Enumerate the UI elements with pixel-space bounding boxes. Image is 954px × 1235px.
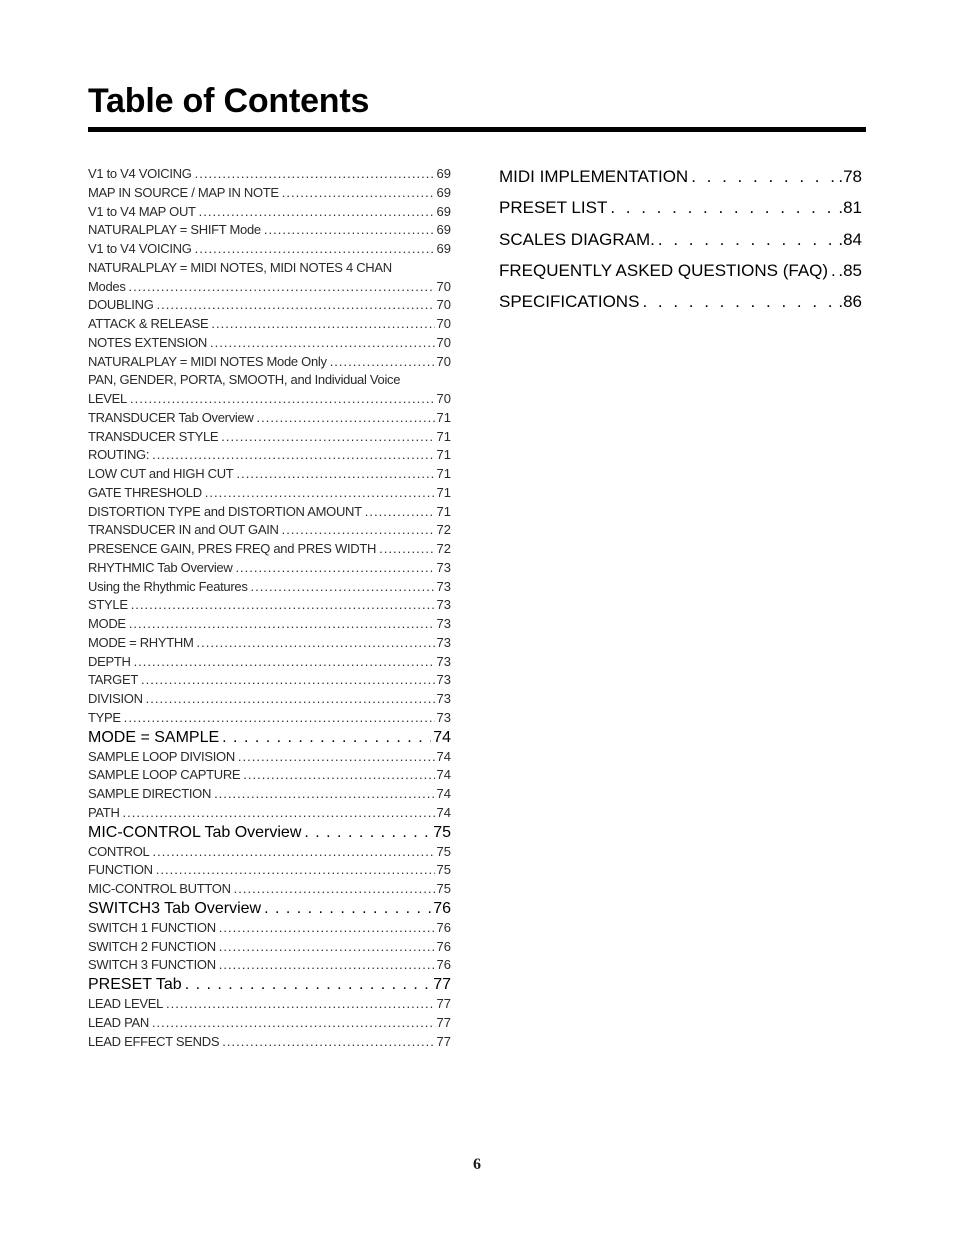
toc-entry-page: 70 [436,353,451,369]
toc-entry[interactable] [88,1033,451,1052]
toc-entry-page: 76 [436,919,451,935]
toc-entry[interactable] [88,938,451,957]
toc-entry-label: TRANSDUCER Tab Overview [88,409,254,425]
dot-leader [235,559,434,578]
toc-entry-page: 75 [433,823,451,841]
dot-leader [214,785,434,804]
toc-entry-page: 73 [436,578,451,594]
toc-entry[interactable] [88,671,451,690]
toc-entry-page: 69 [436,166,451,181]
dot-leader [257,409,435,428]
toc-entry-label: TRANSDUCER IN and OUT GAIN [88,522,279,538]
toc-entry-label: ROUTING: [88,447,150,463]
toc-entry-page: 70 [436,297,451,313]
toc-entry-label: DEPTH [88,653,131,669]
toc-entry-page: 71 [436,503,451,519]
dot-leader [131,596,435,615]
toc-entry-label: MAP IN SOURCE / MAP IN NOTE [88,184,279,200]
toc-entry-page: 77 [436,996,451,1011]
toc-entry[interactable] [88,484,451,503]
toc-entry-label: MIC-CONTROL Tab Overview [88,823,302,841]
toc-entry-page: .78 [838,167,862,186]
toc-entry-page: 73 [436,634,451,650]
toc-entry[interactable] [88,1014,451,1033]
dot-leader [195,165,435,184]
dot-leader [195,240,435,259]
dot-leader [221,428,434,447]
toc-entry-label: LEAD LEVEL [88,996,164,1011]
toc-entry-page: 73 [436,709,451,725]
toc-entry-label: LEAD EFFECT SENDS [88,1033,220,1049]
toc-entry-label: RHYTHMIC Tab Overview [88,559,233,575]
toc-entry-page: 76 [436,938,451,954]
toc-entry-label: Using the Rhythmic Features [88,578,248,594]
dot-leader [222,728,431,748]
toc-chapter-entry[interactable] [499,255,862,286]
toc-entry-page: 74 [436,786,451,801]
dot-leader [243,766,434,785]
toc-chapter-entry[interactable] [499,286,862,317]
toc-entry-label: STYLE [88,597,128,613]
dot-leader [379,540,434,559]
toc-entry-page: 75 [436,881,451,896]
dot-leader [199,203,435,222]
toc-entry-page: 70 [436,278,451,294]
toc-entry[interactable] [88,296,451,315]
toc-entry[interactable] [88,278,451,297]
toc-entry[interactable] [88,390,451,409]
dot-leader [642,286,836,317]
dot-leader [251,578,435,597]
page-number: 6 [473,1156,481,1173]
toc-right-column [499,161,862,317]
dot-leader [610,192,836,223]
title-rule [88,127,866,132]
dot-leader [264,221,435,240]
dot-leader [205,484,435,503]
toc-entry[interactable] [88,861,451,880]
dot-leader [134,653,435,672]
toc-entry-label: DIVISION [88,691,143,706]
toc-entry-label: PRESET LIST [499,198,608,218]
toc-entry[interactable] [88,203,451,222]
dot-leader [238,748,435,767]
dot-leader [124,709,435,728]
dot-leader [658,224,836,255]
toc-entry-page: 75 [436,843,451,859]
dot-leader [123,804,435,823]
toc-entry[interactable] [88,843,451,862]
toc-entry[interactable] [88,578,451,597]
toc-entry-page: .86 [838,292,862,312]
toc-entry-page: 74 [436,804,451,820]
dot-leader [222,1033,434,1052]
dot-leader [282,184,435,203]
toc-entry-label: Modes [88,278,126,294]
dot-leader [304,823,431,843]
toc-entry-page: 69 [436,222,451,238]
toc-entry[interactable] [88,503,451,522]
toc-entry-page: .84 [838,229,862,249]
toc-entry-page: 74 [433,728,451,746]
toc-entry-page: 73 [436,672,451,688]
toc-entry-label: NATURALPLAY = MIDI NOTES Mode Only [88,353,327,369]
toc-entry-page: 73 [436,559,451,575]
dot-leader [152,1014,435,1033]
toc-entry-label: ATTACK & RELEASE [88,316,209,331]
toc-entry-label: FUNCTION [88,862,153,878]
toc-entry-label: LEVEL [88,391,127,406]
toc-entry[interactable] [88,409,451,428]
toc-chapter-entry[interactable] [499,161,862,192]
page-title: Table of Contents [88,82,370,120]
toc-entry-label: DOUBLING [88,297,154,313]
toc-entry-page: 74 [436,748,451,764]
toc-entry-page: 76 [436,957,451,973]
toc-section-entry[interactable] [88,823,451,843]
dot-leader [166,995,434,1014]
toc-entry-page: 69 [436,241,451,256]
toc-entry-label: SWITCH 1 FUNCTION [88,919,216,935]
toc-entry[interactable] [88,634,451,653]
dot-leader [156,861,435,880]
toc-entry-label: PATH [88,804,120,820]
toc-entry[interactable] [88,540,451,559]
toc-entry-page: 73 [436,616,451,631]
toc-entry[interactable] [88,559,451,578]
toc-entry[interactable] [88,184,451,203]
toc-entry-label: NATURALPLAY = SHIFT Mode [88,222,261,238]
toc-entry-label: PRESET Tab [88,976,182,993]
toc-entry-label: SWITCH3 Tab Overview [88,899,262,917]
toc-entry-continued[interactable]: PAN, GENDER, PORTA, SMOOTH, and Individual Voice [88,372,401,388]
toc-entry-page: 77 [433,976,451,993]
toc-entry[interactable] [88,221,451,240]
toc-entry-label: LOW CUT and HIGH CUT [88,466,234,481]
toc-entry-label: FREQUENTLY ASKED QUESTIONS (FAQ) [499,260,829,280]
dot-leader [831,255,836,286]
toc-entry-page: 76 [433,899,451,917]
dot-leader [185,975,432,995]
dot-leader [152,446,434,465]
toc-entry[interactable] [88,315,451,334]
toc-entry-label: V1 to V4 VOICING [88,241,192,256]
toc-entry-label: V1 to V4 VOICING [88,166,192,181]
toc-entry-page: 71 [436,409,451,425]
toc-entry-label: SWITCH 2 FUNCTION [88,938,216,954]
dot-leader [219,938,435,957]
toc-entry[interactable] [88,804,451,823]
toc-entry[interactable] [88,880,451,899]
toc-section-entry[interactable] [88,899,451,919]
dot-leader [152,843,434,862]
dot-leader [130,390,435,409]
toc-entry[interactable] [88,240,451,259]
dot-leader [234,880,435,899]
toc-entry-label: NOTES EXTENSION [88,334,208,350]
toc-entry-page: 77 [436,1033,451,1049]
toc-entry-page: 74 [436,767,451,783]
dot-leader [141,671,435,690]
toc-chapter-entry[interactable] [499,192,862,223]
toc-entry-label: DISTORTION TYPE and DISTORTION AMOUNT [88,503,362,519]
toc-chapter-entry[interactable] [499,224,862,255]
toc-entry-page: 72 [436,522,451,538]
toc-entry-page: 69 [436,184,451,200]
toc-entry-label: PRESENCE GAIN, PRES FREQ and PRES WIDTH [88,541,377,556]
dot-leader [330,353,435,372]
toc-entry[interactable] [88,748,451,767]
toc-entry-label: V1 to V4 MAP OUT [88,203,196,219]
toc-entry-label: SPECIFICATIONS [499,292,640,312]
toc-entry-label: SAMPLE LOOP CAPTURE [88,767,241,783]
toc-entry[interactable] [88,353,451,372]
toc-entry-page: 73 [436,597,451,613]
toc-entry-page: 71 [436,428,451,444]
toc-entry[interactable] [88,919,451,938]
toc-entry-label: MODE [88,616,126,631]
dot-leader [236,465,434,484]
toc-entry-page: 70 [436,334,451,350]
dot-leader [211,315,434,334]
dot-leader [129,615,435,634]
toc-entry-label: SWITCH 3 FUNCTION [88,957,216,973]
toc-entry-label: GATE THRESHOLD [88,484,202,500]
toc-entry-page: .81 [838,198,862,218]
toc-entry-page: 73 [436,653,451,669]
toc-entry-label: LEAD PAN [88,1014,149,1030]
toc-entry[interactable] [88,615,451,634]
toc-entry[interactable] [88,596,451,615]
toc-entry-label: TRANSDUCER STYLE [88,428,219,444]
toc-entry-page: 71 [436,466,451,481]
toc-entry-label: MIDI IMPLEMENTATION [499,167,689,186]
toc-entry-label: SCALES DIAGRAM. [499,229,655,249]
toc-entry-label: TYPE [88,709,121,725]
toc-entry-page: 75 [436,862,451,878]
toc-entry[interactable] [88,956,451,975]
toc-entry-label: CONTROL [88,843,150,859]
toc-left-column [88,165,451,1051]
toc-entry-page: 70 [436,316,451,331]
toc-entry-page: 72 [436,541,451,556]
toc-entry[interactable] [88,766,451,785]
toc-entry[interactable] [88,465,451,484]
dot-leader [219,956,435,975]
dot-leader [264,899,431,919]
dot-leader [282,521,435,540]
toc-entry-label: MODE = RHYTHM [88,634,194,650]
dot-leader [157,296,435,315]
toc-section-entry[interactable] [88,975,451,995]
toc-entry[interactable] [88,446,451,465]
toc-entry-label: MODE = SAMPLE [88,728,220,746]
toc-entry[interactable] [88,785,451,804]
toc-entry-page: 70 [436,391,451,406]
dot-leader [210,334,435,353]
toc-entry-label: SAMPLE LOOP DIVISION [88,748,235,764]
toc-entry-label: MIC-CONTROL BUTTON [88,881,231,896]
dot-leader [146,690,435,709]
toc-section-entry[interactable] [88,728,451,748]
toc-entry[interactable] [88,709,451,728]
dot-leader [219,919,435,938]
dot-leader [691,161,836,192]
toc-entry[interactable] [88,521,451,540]
toc-entry-page: 71 [436,484,451,500]
dot-leader [197,634,435,653]
toc-entry[interactable] [88,165,451,184]
toc-entry[interactable] [88,995,451,1014]
toc-entry[interactable] [88,428,451,447]
toc-entry-page: 71 [436,447,451,463]
toc-entry-page: .85 [838,260,862,280]
toc-entry-label: TARGET [88,672,138,688]
toc-entry[interactable] [88,690,451,709]
toc-entry-page: 69 [436,203,451,219]
toc-entry-page: 73 [436,691,451,706]
dot-leader [129,278,435,297]
toc-entry[interactable] [88,653,451,672]
toc-entry-page: 77 [436,1014,451,1030]
dot-leader [365,503,435,522]
toc-entry-label: SAMPLE DIRECTION [88,786,212,801]
toc-entry[interactable] [88,334,451,353]
toc-entry-continued[interactable]: NATURALPLAY = MIDI NOTES, MIDI NOTES 4 CHAN [88,259,392,275]
